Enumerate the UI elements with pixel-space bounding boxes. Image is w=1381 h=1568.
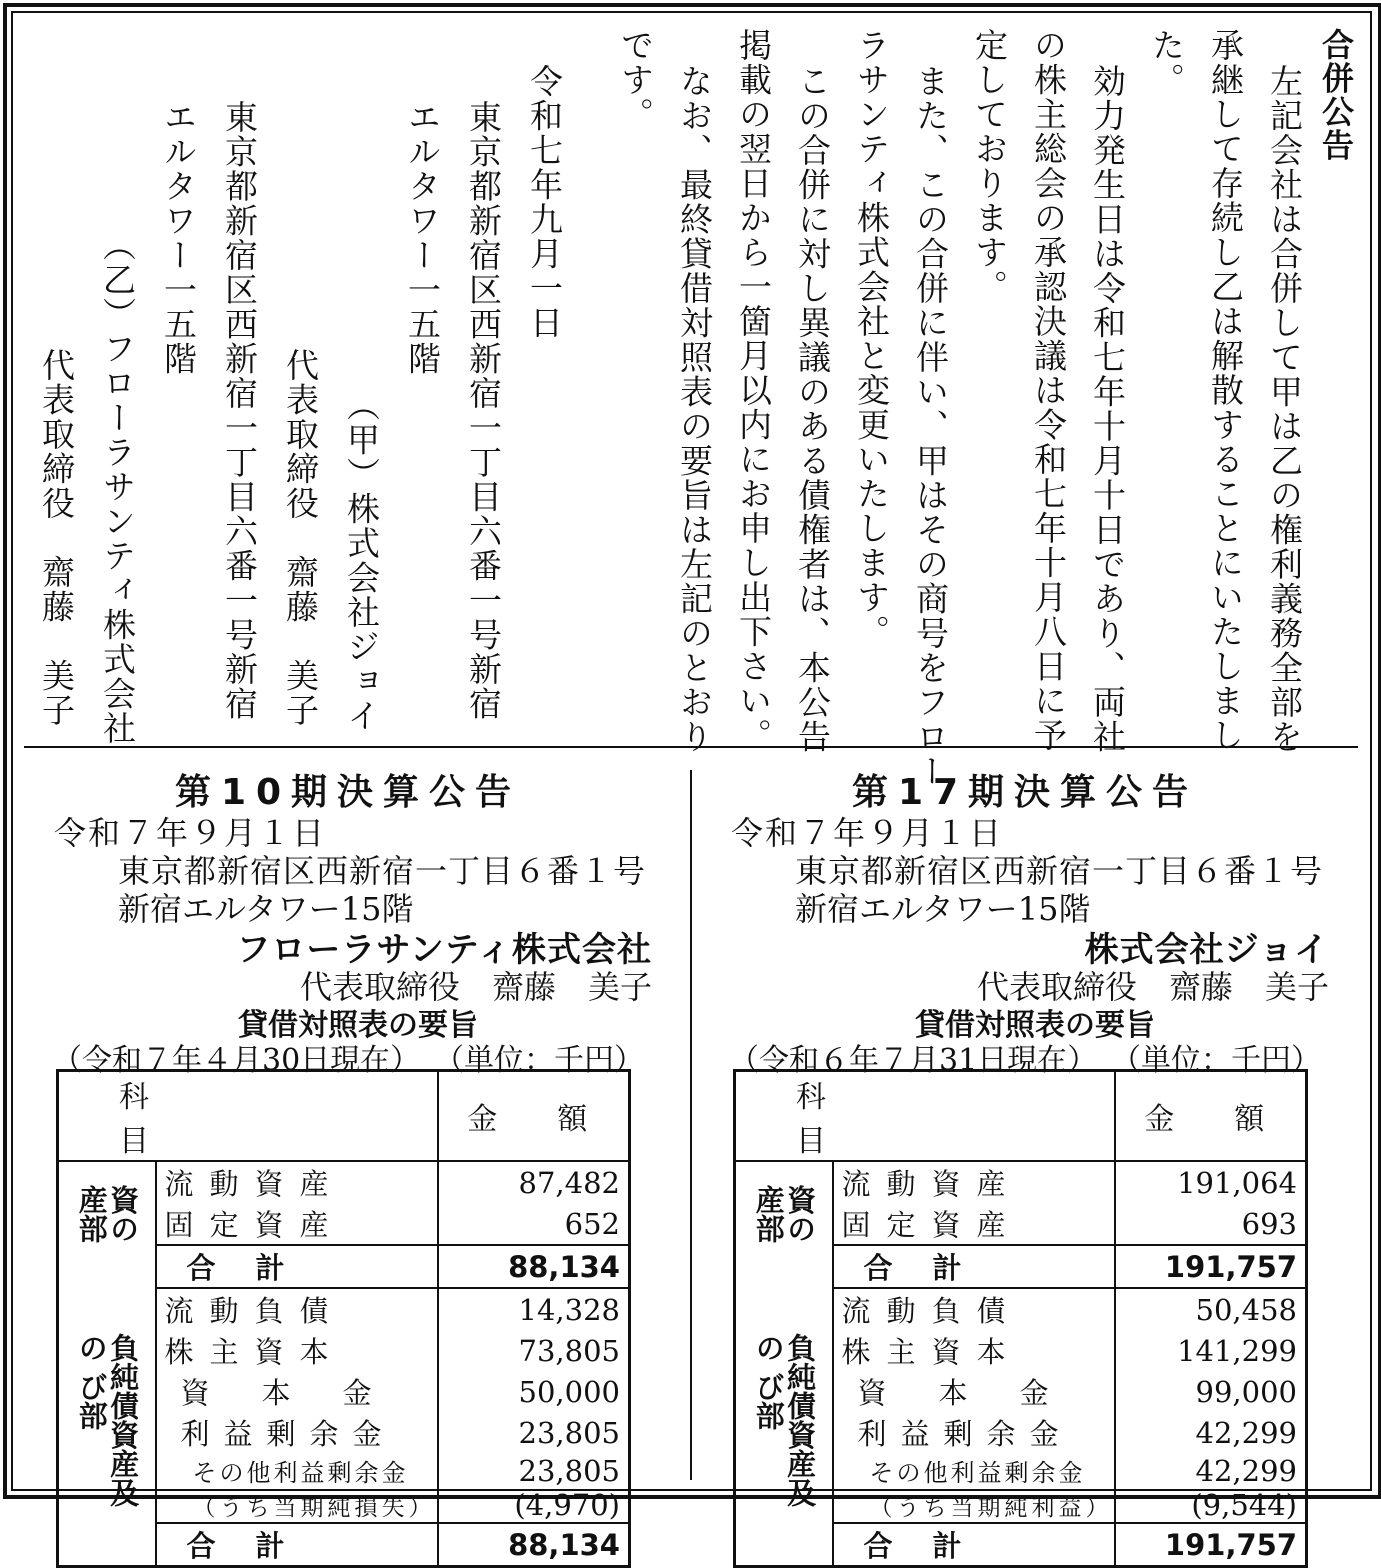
koh-address: 東京都新宿区西新宿一丁目六番一号新宿 bbox=[464, 100, 503, 721]
row-label: 資本金 bbox=[156, 1371, 438, 1412]
notice-body-line: また、この合併に伴い、甲はその商号をフロー bbox=[911, 64, 950, 789]
asset-section-text: 資の産部 bbox=[74, 1184, 141, 1243]
row-label: 流動資産 bbox=[833, 1161, 1115, 1203]
row-label: 流動負債 bbox=[156, 1288, 438, 1330]
notice-date: 令和七年九月一日 bbox=[525, 64, 564, 340]
row-value: 50,000 bbox=[518, 1374, 620, 1409]
row-value: 42,299 bbox=[1195, 1415, 1297, 1450]
row-label: 固定資産 bbox=[833, 1203, 1115, 1245]
row-value: 693 bbox=[1241, 1206, 1297, 1241]
notice-body-line: です。 bbox=[616, 28, 655, 132]
notice-body-line: この合併に対し異議のある債権者は、本公告 bbox=[793, 64, 832, 754]
notice-body-line: の株主総会の承認決議は令和七年十月八日に予 bbox=[1029, 28, 1068, 753]
notice-body-line: 左記会社は合併して甲は乙の権利義務全部を bbox=[1265, 64, 1304, 754]
notice-body-line: 効力発生日は令和七年十月十日であり、両社 bbox=[1088, 64, 1127, 754]
notice-body-line: なお、最終貸借対照表の要旨は左記のとおり bbox=[675, 64, 714, 754]
table-row bbox=[58, 1288, 630, 1330]
koh-company: （甲）株式会社ジョイ bbox=[342, 388, 381, 733]
kessan-company: 株式会社ジョイ bbox=[1084, 930, 1329, 970]
total-value: 88,134 bbox=[438, 1523, 630, 1567]
kessan-date: 令和７年９月１日 bbox=[54, 814, 327, 852]
kessan-address-building: 新宿エルタワー15階 bbox=[118, 890, 414, 928]
row-label: その他利益剰余金 bbox=[156, 1453, 438, 1488]
total-label: 合計 bbox=[833, 1523, 1115, 1567]
row-label: 株主資本 bbox=[833, 1330, 1115, 1371]
row-label: その他利益剰余金 bbox=[833, 1453, 1115, 1488]
total-label: 合計 bbox=[156, 1523, 438, 1567]
kessan-announcement-otsu bbox=[48, 758, 668, 1563]
row-label: 株主資本 bbox=[156, 1330, 438, 1371]
row-value: 50,458 bbox=[1195, 1292, 1297, 1327]
merger-notice bbox=[20, 28, 1360, 789]
balance-sheet-subtitle: 貸借対照表の要旨 bbox=[915, 1008, 1155, 1043]
notice-title: 合併公告 bbox=[1317, 28, 1355, 162]
kessan-date: 令和７年９月１日 bbox=[731, 814, 1004, 852]
otsu-address: エルタワー一五階 bbox=[159, 100, 198, 376]
table-row bbox=[735, 1288, 1307, 1330]
row-label: 利益剰余金 bbox=[156, 1412, 438, 1453]
row-label: 流動負債 bbox=[833, 1288, 1115, 1330]
balance-sheet-as-of: （令和６年７月31日現在） bbox=[729, 1043, 1098, 1078]
otsu-address: 東京都新宿区西新宿一丁目六番一号新宿 bbox=[220, 100, 259, 721]
balance-sheet-table bbox=[56, 1069, 631, 1568]
row-label: 固定資産 bbox=[156, 1203, 438, 1245]
table-row bbox=[735, 1161, 1307, 1203]
total-value: 191,757 bbox=[1115, 1245, 1307, 1288]
header-item bbox=[735, 1071, 1115, 1162]
row-label: 資本金 bbox=[833, 1371, 1115, 1412]
row-value: 652 bbox=[564, 1206, 620, 1241]
liability-section-text: 負純債資産及の び部 bbox=[751, 1333, 818, 1507]
kessan-announcement-koh bbox=[725, 758, 1345, 1563]
notice-body-line: た。 bbox=[1147, 28, 1186, 97]
kessan-title: 第10期決算公告 bbox=[174, 772, 522, 813]
liability-section-text: 負純債資産及の び部 bbox=[74, 1333, 141, 1507]
notice-body-line: 定しております。 bbox=[970, 28, 1009, 304]
header-item-moku: 目 bbox=[119, 1124, 149, 1159]
header-amount: 金 額 bbox=[1115, 1071, 1307, 1162]
column-divider bbox=[690, 770, 692, 1480]
kessan-address: 東京都新宿区西新宿一丁目６番１号 bbox=[118, 852, 647, 890]
row-value: (9,544) bbox=[1191, 1488, 1297, 1522]
row-value: 141,299 bbox=[1177, 1333, 1297, 1368]
total-value: 191,757 bbox=[1115, 1523, 1307, 1567]
asset-section-text: 資の産部 bbox=[751, 1184, 818, 1243]
balance-sheet-unit: （単位：千円） bbox=[434, 1043, 644, 1078]
row-value: 73,805 bbox=[518, 1333, 620, 1368]
row-label: 利益剰余金 bbox=[833, 1412, 1115, 1453]
balance-sheet-unit: （単位：千円） bbox=[1111, 1043, 1321, 1078]
kessan-representative: 代表取締役 齋藤 美子 bbox=[976, 968, 1329, 1006]
table-row bbox=[58, 1161, 630, 1203]
balance-sheet-table bbox=[733, 1069, 1308, 1568]
row-value: 23,805 bbox=[518, 1453, 620, 1488]
kessan-address-building: 新宿エルタワー15階 bbox=[795, 890, 1091, 928]
kessan-representative: 代表取締役 齋藤 美子 bbox=[299, 968, 652, 1006]
row-value: 99,000 bbox=[1195, 1374, 1297, 1409]
liability-section-label bbox=[735, 1288, 833, 1567]
section-divider bbox=[24, 746, 1358, 748]
notice-body-line: ラサンティ株式会社と変更いたします。 bbox=[852, 28, 891, 649]
header-item-ka: 科 bbox=[119, 1080, 149, 1115]
table-header-row bbox=[735, 1071, 1307, 1162]
total-value: 88,134 bbox=[438, 1245, 630, 1288]
header-amount: 金 額 bbox=[438, 1071, 630, 1162]
balance-sheet-subtitle: 貸借対照表の要旨 bbox=[238, 1008, 478, 1043]
otsu-representative: 代表取締役 齋藤 美子 bbox=[37, 348, 76, 728]
table-header-row bbox=[58, 1071, 630, 1162]
liability-section-label bbox=[58, 1288, 156, 1567]
row-value: 23,805 bbox=[518, 1415, 620, 1450]
notice-body-line: 承継して存続し乙は解散することにいたしまし bbox=[1206, 28, 1245, 753]
otsu-company: （乙）フローラサンティ株式会社 bbox=[98, 228, 137, 746]
row-value: (4,970) bbox=[514, 1488, 620, 1522]
header-item-moku: 目 bbox=[796, 1124, 826, 1159]
total-label: 合計 bbox=[833, 1245, 1115, 1288]
header-item bbox=[58, 1071, 438, 1162]
row-value: 14,328 bbox=[518, 1292, 620, 1327]
asset-section-label bbox=[58, 1161, 156, 1288]
koh-representative: 代表取締役 齋藤 美子 bbox=[281, 348, 320, 728]
row-label: 流動資産 bbox=[156, 1161, 438, 1203]
balance-sheet-as-of: （令和７年４月30日現在） bbox=[52, 1043, 421, 1078]
row-value: 42,299 bbox=[1195, 1453, 1297, 1488]
asset-section-label bbox=[735, 1161, 833, 1288]
row-label: （うち当期純損失） bbox=[156, 1488, 438, 1523]
row-value: 191,064 bbox=[1177, 1165, 1297, 1200]
header-item-ka: 科 bbox=[796, 1080, 826, 1115]
row-value: 87,482 bbox=[518, 1165, 620, 1200]
kessan-title: 第17期決算公告 bbox=[851, 772, 1199, 813]
kessan-company: フローラサンティ株式会社 bbox=[236, 930, 652, 970]
koh-address: エルタワー一五階 bbox=[403, 100, 442, 376]
row-label: （うち当期純利益） bbox=[833, 1488, 1115, 1523]
kessan-address: 東京都新宿区西新宿一丁目６番１号 bbox=[795, 852, 1324, 890]
total-label: 合計 bbox=[156, 1245, 438, 1288]
notice-body-line: 掲載の翌日から一箇月以内にお申し出下さい。 bbox=[734, 28, 773, 753]
